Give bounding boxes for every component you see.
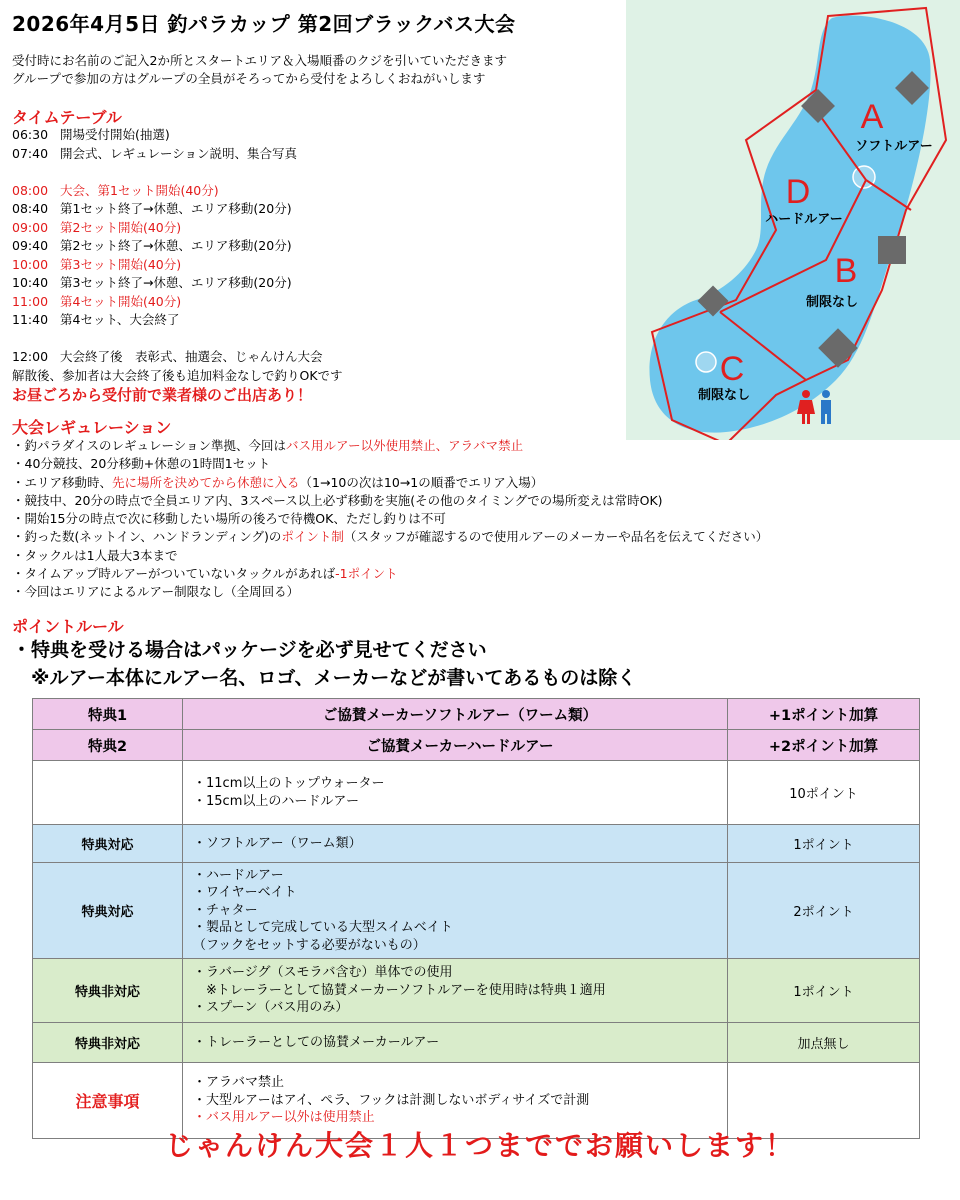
- regulation-highlight: -1ポイント: [335, 566, 398, 582]
- perk-desc: ご協賛メーカーハードルアー: [183, 730, 728, 761]
- regulation-item: [12, 510, 768, 528]
- regulation-item: [12, 455, 768, 473]
- regulation-text: ・競技中、20分の時点で全員エリア内、3スペース以上必ず移動を実施(その他のタイミングでの場所変えは常時OK): [12, 492, 663, 508]
- points-row: [33, 761, 920, 825]
- points-value: 10ポイント: [728, 761, 920, 825]
- regulation-item: [12, 565, 768, 583]
- regulation-highlight: ポイント制: [281, 529, 344, 545]
- caution-item: ・大型ルアーはアイ、ペラ、フックは計測しないボディサイズで計測: [193, 1092, 590, 1108]
- intro-line: 受付時にお名前のご記入2か所とスタートエリア＆入場順番のクジを引いていただきます: [12, 53, 507, 68]
- pond-map: [626, 0, 960, 440]
- regulation-text: ・開始15分の時点で次に移動したい場所の後ろで待機OK、ただし釣りは不可: [12, 511, 446, 527]
- timetable-time: 12:00: [12, 349, 49, 364]
- points-value: 加点無し: [728, 1023, 920, 1063]
- caution-item: ・アラバマ禁止: [193, 1075, 285, 1091]
- timetable-time: 06:30: [12, 127, 49, 142]
- timetable-row: [12, 219, 343, 238]
- regulation-text: ・タックルは1人最大3本まで: [12, 547, 178, 563]
- regulation-text: ・40分競技、20分移動+休憩の1時間1セット: [12, 456, 271, 472]
- points-value: 1ポイント: [728, 825, 920, 863]
- lure-item: ・チャター: [193, 902, 258, 918]
- page-title: 2026年4月5日 釣パラカップ 第2回ブラックバス大会: [12, 12, 516, 36]
- timetable-row: [12, 311, 343, 330]
- timetable-time: 09:00: [12, 219, 49, 235]
- timetable-time: 11:40: [12, 312, 49, 327]
- timetable-row: [12, 274, 343, 293]
- timetable-event: 開場受付開始(抽選): [60, 127, 170, 142]
- timetable-event: 大会、第1セット開始(40分): [60, 182, 219, 198]
- area-label: 制限なし: [805, 294, 859, 309]
- points-lures: [183, 825, 728, 863]
- points-row: [33, 1023, 920, 1063]
- lure-item: ・11cm以上のトップウォーター: [193, 776, 385, 791]
- intro-line: グループで参加の方はグループの全員がそろってから受付をよろしくおねがいします: [12, 71, 486, 86]
- regulation-item: [12, 474, 768, 492]
- timetable-event: 第3セット終了→休憩、エリア移動(20分): [60, 275, 292, 290]
- caution-item: ・バス用ルアー以外は使用禁止: [193, 1110, 375, 1126]
- points-row: [33, 863, 920, 959]
- lure-item: ・製品として完成している大型スイムベイト: [193, 920, 453, 936]
- timetable-time: 08:40: [12, 201, 49, 216]
- lure-item: ・ソフトルアー（ワーム類）: [193, 835, 362, 851]
- lure-item: ・ラバージグ（スモラバ含む）単体での使用: [193, 965, 453, 981]
- timetable-time: 09:40: [12, 238, 49, 253]
- regulation-item: [12, 528, 768, 546]
- timetable-event: 第4セット、大会終了: [60, 312, 180, 327]
- timetable-row: [12, 237, 343, 256]
- timetable-event: 大会終了後 表彰式、抽選会、じゃんけん大会: [60, 349, 323, 364]
- timetable-event: 第3セット開始(40分): [60, 256, 182, 272]
- regulation-text: ・今回はエリアによるルアー制限なし（全周回る）: [12, 584, 300, 600]
- points-category: 特典対応: [33, 825, 183, 863]
- points-lures: [183, 1023, 728, 1063]
- timetable-note: 解散後、参加者は大会終了後も追加料金なしで釣りOKです: [12, 367, 343, 383]
- points-lures: [183, 863, 728, 959]
- points-category: [33, 761, 183, 825]
- timetable: [12, 126, 343, 405]
- regulation-text: （スタッフが確認するので使用ルアーのメーカーや品名を伝えてください）: [343, 529, 769, 545]
- timetable-time: 07:40: [12, 145, 49, 161]
- timetable-row: [12, 293, 343, 312]
- regulation-list: [12, 437, 768, 602]
- perk-row: [33, 699, 920, 730]
- points-value: 2ポイント: [728, 863, 920, 959]
- timetable-event: 第4セット開始(40分): [60, 293, 182, 309]
- regulation-text: ・釣パラダイスのレギュレーション準拠、今回は: [12, 438, 287, 453]
- caution-label: 注意事項: [33, 1063, 183, 1139]
- points-heading: ポイントルール: [12, 617, 124, 636]
- regulation-text: ・タイムアップ時ルアーがついていないタックルがあれば: [12, 566, 336, 582]
- area-letter: C: [719, 350, 745, 388]
- points-category: 特典非対応: [33, 1023, 183, 1063]
- regulation-item: [12, 492, 768, 510]
- points-value: 1ポイント: [728, 959, 920, 1023]
- perk-label: 特典2: [33, 730, 183, 761]
- points-category: 特典対応: [33, 863, 183, 959]
- lure-item: ・トレーラーとしての協賛メーカールアー: [193, 1034, 440, 1050]
- timetable-row: [12, 256, 343, 275]
- lure-item: ・ワイヤーベイト: [193, 885, 297, 901]
- lure-item: （フックをセットする必要がないもの）: [193, 937, 426, 953]
- regulation-item: [12, 547, 768, 565]
- package-note-line: ・特典を受ける場合はパッケージを必ず見せてください: [12, 639, 487, 661]
- points-lures: [183, 959, 728, 1023]
- lure-item: ・15cm以上のハードルアー: [193, 793, 359, 809]
- perk-bonus: +2ポイント加算: [728, 730, 920, 761]
- regulation-highlight: バス用ルアー以外使用禁止、アラバマ禁止: [286, 438, 524, 453]
- timetable-row: [12, 126, 343, 145]
- timetable-time: 11:00: [12, 293, 49, 309]
- timetable-time: 10:40: [12, 275, 49, 290]
- lure-item: ・スプーン（バス用のみ）: [193, 1000, 349, 1016]
- points-row: [33, 825, 920, 863]
- timetable-event: 第1セット終了→休憩、エリア移動(20分): [60, 201, 292, 216]
- regulation-text: （1→10の次は10→1の順番でエリア入場）: [299, 474, 544, 490]
- points-lures: [183, 761, 728, 825]
- regulation-item: [12, 583, 768, 601]
- area-label: ハードルアー: [765, 211, 843, 226]
- timetable-event: 第2セット開始(40分): [60, 219, 182, 235]
- regulation-highlight: 先に場所を決めてから休憩に入る: [112, 474, 300, 490]
- island: [696, 352, 716, 372]
- regulation-text: ・釣った数(ネットイン、ハンドランディング)の: [12, 529, 282, 545]
- perk-label: 特典1: [33, 699, 183, 730]
- package-note: [12, 636, 636, 692]
- timetable-time: 10:00: [12, 256, 49, 272]
- footer-note: じゃんけん大会１人１つまででお願いします！: [164, 1129, 795, 1162]
- timetable-event: 第2セット終了→休憩、エリア移動(20分): [60, 238, 292, 253]
- dock: [878, 236, 906, 264]
- perk-desc: ご協賛メーカーソフトルアー（ワーム類）: [183, 699, 728, 730]
- points-table: [32, 698, 920, 1139]
- intro-text: [12, 52, 507, 88]
- area-label: ソフトルアー: [855, 138, 933, 153]
- regulation-text: ・エリア移動時、: [12, 474, 113, 490]
- points-category: 特典非対応: [33, 959, 183, 1023]
- area-label: 制限なし: [697, 387, 751, 402]
- vendor-alert: お昼ごろから受付前で業者様のご出店あり！: [12, 386, 313, 404]
- area-letter: D: [785, 173, 811, 211]
- points-row: [33, 959, 920, 1023]
- timetable-heading: タイムテーブル: [12, 108, 122, 127]
- timetable-event: 開会式、レギュレーション説明、集合写真: [60, 145, 298, 161]
- package-note-line: ※ルアー本体にルアー名、ロゴ、メーカーなどが書いてあるものは除く: [12, 667, 637, 689]
- timetable-row: [12, 182, 343, 201]
- timetable-row: [12, 348, 343, 367]
- timetable-time: 08:00: [12, 182, 49, 198]
- lure-item: ・ハードルアー: [193, 867, 284, 883]
- perk-bonus: +1ポイント加算: [728, 699, 920, 730]
- perk-row: [33, 730, 920, 761]
- area-letter: A: [860, 98, 884, 136]
- timetable-row: [12, 145, 343, 164]
- timetable-row: [12, 200, 343, 219]
- lure-item: ※トレーラーとして協賛メーカーソフトルアーを使用時は特典１適用: [193, 982, 606, 998]
- area-letter: B: [834, 252, 858, 290]
- regulation-heading: 大会レギュレーション: [12, 418, 172, 437]
